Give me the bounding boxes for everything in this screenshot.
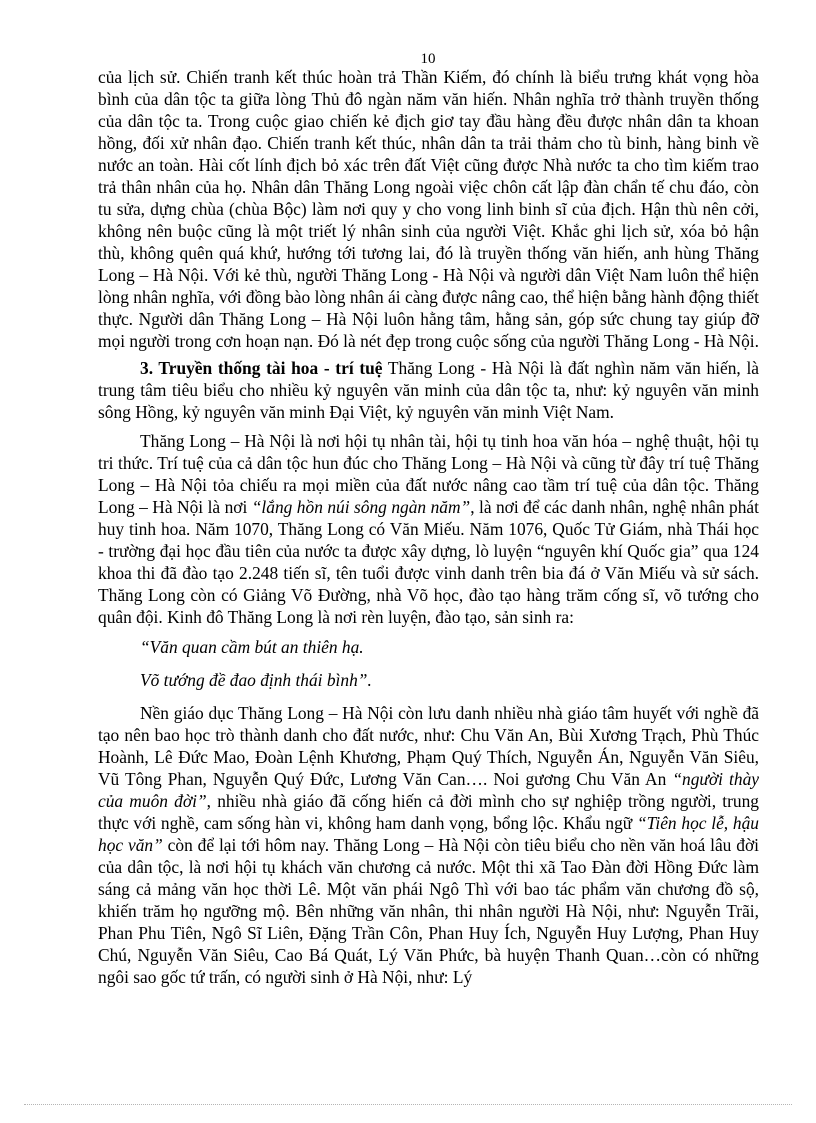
paragraph-text: Thăng Long – Hà Nội là nơi hội tụ nhân tài, hội tụ tinh hoa văn hóa – nghệ thuật, hội tụ tri thức. Trí tuệ của cả dân tộc hun đúc cho Thăng Long – Hà Nội và cũng từ đây trí tuệ Thăng Long – Hà Nội tỏa chiếu ra mọi miền của đất nước nâng cao tầm trí tuệ của dân tộc. Thăng Long – Hà Nội là nơi (98, 431, 759, 517)
italic-phrase: “lắng hồn núi sông ngàn năm” (251, 497, 471, 517)
paragraph-text: của lịch sử. Chiến tranh kết thúc hoàn trả Thần Kiếm, đó chính là biểu trưng khát vọng hòa bình của dân tộc ta giữa lòng Thủ đô ngàn năm văn hiến. Nhân nghĩa trở thành truyền thống của dân tộc ta. Trong cuộc giao chiến kẻ địch giơ tay đầu hàng đều được nhân dân ta khoan hồng, đối xử nhân đạo. Chiến tranh kết thúc, nhân dân ta trải thảm cho tù binh, hàng binh về nước an toàn. Hài cốt lính địch bỏ xác trên đất Việt cũng được Nhà nước ta cho tìm kiếm trao trả thân nhân của họ. Nhân dân Thăng Long ngoài việc chôn cất lập đàn chẩn tế chu đáo, còn tu sửa, dựng chùa (chùa Bộc) làm nơi quy y cho vong linh binh sĩ của địch. Hận thù nên cởi, không nên buộc cũng là một triết lý nhân sinh của người Việt. Khắc ghi lịch sử, xóa bỏ hận thù, không quên quá khứ, hướng tới tương lai, đó là truyền thống văn hiến, anh hùng Thăng Long – Hà Nội. Với kẻ thù, người Thăng Long - Hà Nội và người dân Việt Nam luôn thể hiện lòng nhân nghĩa, với đồng bào lòng nhân ái càng được nâng cao, thể hiện bằng hành động thiết thực. Người dân Thăng Long – Hà Nội luôn hằng tâm, hằng sản, góp sức chung tay giúp đỡ mọi người trong cơn hoạn nạn. Đó là nét đẹp trong cuộc sống của người Thăng Long - Hà Nội. (98, 67, 759, 351)
paragraph-text: Nền giáo dục Thăng Long – Hà Nội còn lưu danh nhiều nhà giáo tâm huyết với nghề đã tạo nên bao học trò thành danh cho đất nước, như: Chu Văn An, Bùi Xương Trạch, Phù Thúc Hoành, Lê Đức Mao, Đoàn Lệnh Khương, Phạm Quý Thích, Nguyễn Án, Nguyễn Văn Siêu, Vũ Tông Phan, Nguyễn Quý Đức, Lương Văn Can…. Noi gương Chu Văn An (98, 703, 759, 789)
poem-line-2: Võ tướng đề đao định thái bình”. (140, 670, 372, 690)
page-bottom-border (24, 1104, 792, 1105)
paragraph-humanity (98, 66, 759, 352)
paragraph-text: Thăng Long - Hà Nội là đất nghìn năm văn hiến, là trung tâm tiêu biểu cho nhiều kỷ nguyên văn minh của dân tộc ta, như: kỷ nguyên văn minh sông Hồng, kỷ nguyên văn minh Đại Việt, kỷ nguyên văn minh Việt Nam. (98, 358, 760, 422)
paragraph-education (98, 702, 759, 988)
paragraph-text: , là nơi để các danh nhân, nghệ nhân phát huy tinh hoa. Năm 1070, Thăng Long có Văn Miếu. Năm 1076, Quốc Tử Giám, nhà Thái học - trường đại học đầu tiên của nước ta được xây dựng, lò luyện “nguyên khí Quốc gia” qua 124 khoa thi đã đào tạo 2.248 tiến sĩ, tên tuổi được vinh danh trên bia đá ở Văn Miếu và sử sách. Thăng Long còn có Giảng Võ Đường, nhà Võ học, đào tạo hàng trăm cống sĩ, võ tướng cho quân đội. Kinh đô Thăng Long là nơi rèn luyện, đào tạo, sản sinh ra: (98, 497, 759, 627)
poem-line-1: “Văn quan cầm bút an thiên hạ. (140, 637, 364, 657)
section-heading: 3. Truyền thống tài hoa - trí tuệ (140, 358, 383, 378)
paragraph-text: còn để lại tới hôm nay. Thăng Long – Hà Nội còn tiêu biểu cho nền văn hoá lâu đời của dân tộc, là nơi hội tụ khách văn chương cả nước. Một thi xã Tao Đàn đời Hồng Đức làm sáng cả mảng văn học thời Lê. Một văn phái Ngô Thì với bao tác phẩm văn chương đồ sộ, khiến trăm họ ngưỡng mộ. Bên những văn nhân, thi nhân người Hà Nội, như: Nguyễn Trãi, Phan Phu Tiên, Ngô Sĩ Liên, Đặng Trần Côn, Phan Huy Ích, Nguyễn Huy Lượng, Phan Huy Chú, Nguyễn Văn Siêu, Cao Bá Quát, Lý Văn Phức, bà huyện Thanh Quan…còn có những ngôi sao gốc tứ trấn, có người sinh ở Hà Nội, như: Lý (98, 835, 759, 987)
paragraph-talent-intellect (98, 357, 759, 423)
document-body (98, 66, 759, 988)
paragraph-gathering-talents (98, 430, 759, 628)
paragraph-text: , nhiều nhà giáo đã cống hiến cả đời mình cho sự nghiệp trồng người, trung thực với nghề, cam sống hàn vi, không ham danh vọng, bổng lộc. Khẩu ngữ (98, 791, 759, 833)
italic-phrase: “Tiên học lễ, hậu học văn” (98, 813, 759, 855)
page-number: 10 (420, 51, 436, 67)
italic-phrase: “người thày của muôn đời” (98, 769, 759, 811)
